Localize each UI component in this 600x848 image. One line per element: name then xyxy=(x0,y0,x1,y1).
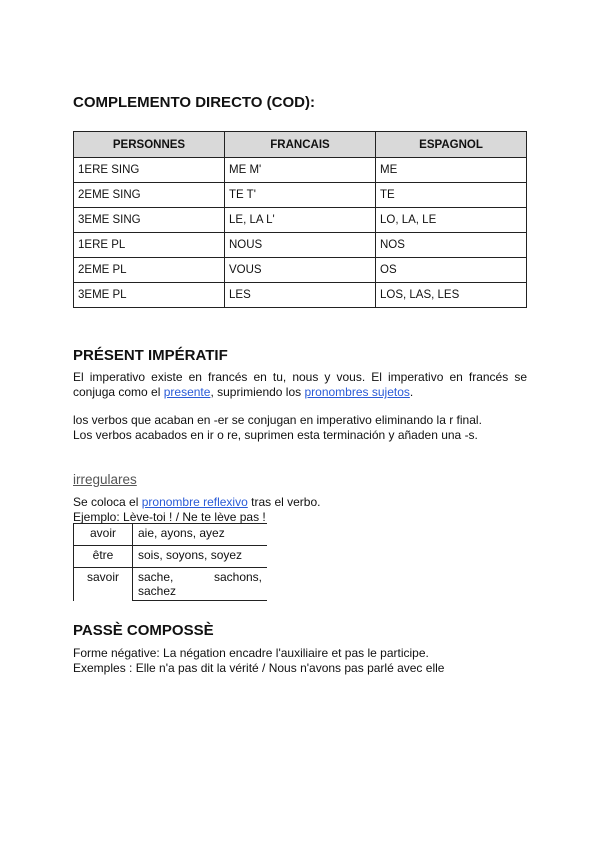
header-personnes: PERSONNES xyxy=(74,132,225,158)
rule-line-2: Los verbos acabados en ir o re, suprimen esta terminación y añaden una -s. xyxy=(73,428,478,442)
table-row xyxy=(74,233,527,258)
irregular-verbs-table xyxy=(73,523,267,601)
table-row xyxy=(74,158,527,183)
forms-cell xyxy=(133,568,268,601)
irregulares-heading: irregulares xyxy=(73,472,137,487)
verb-cell: être xyxy=(74,546,133,568)
imperatif-rules-paragraph xyxy=(73,413,527,443)
imperatif-intro-paragraph xyxy=(73,370,527,400)
table-row xyxy=(74,208,527,233)
cell-espagnol: NOS xyxy=(376,233,527,258)
reflexivo-text-a: Se coloca el xyxy=(73,495,142,509)
cell-personne: 2EME PL xyxy=(74,258,225,283)
cell-personne: 2EME SING xyxy=(74,183,225,208)
form-sachons: sachons, xyxy=(213,570,262,584)
pc-line-1: Forme négative: La négation encadre l'auxiliaire et pas le participe. xyxy=(73,646,429,660)
cell-francais: NOUS xyxy=(225,233,376,258)
table-row xyxy=(74,183,527,208)
cell-espagnol: ME xyxy=(376,158,527,183)
header-espagnol: ESPAGNOL xyxy=(376,132,527,158)
cod-table-header-row xyxy=(74,132,527,158)
cell-espagnol: LO, LA, LE xyxy=(376,208,527,233)
forms-cell: sois, soyons, soyez xyxy=(133,546,268,568)
cell-personne: 3EME SING xyxy=(74,208,225,233)
intro-text-c: . xyxy=(409,385,414,399)
form-sachez: sachez xyxy=(138,584,177,598)
header-francais: FRANCAIS xyxy=(225,132,376,158)
reflexivo-text-b: tras el verbo. xyxy=(247,495,321,509)
cell-espagnol: TE xyxy=(376,183,527,208)
cell-francais: TE T' xyxy=(225,183,376,208)
pronombre-reflexivo-link[interactable]: pronombre reflexivo xyxy=(141,495,248,509)
table-row xyxy=(74,283,527,308)
cell-personne: 1ERE PL xyxy=(74,233,225,258)
intro-text-a: El imperativo existe en francés en tu, nous y vous. El imperativo en francés se conjuga como el xyxy=(73,370,527,399)
table-row xyxy=(74,568,268,601)
example-line: Ejemplo: Lève-toi ! / Ne te lève pas ! xyxy=(73,510,266,524)
cell-francais: LES xyxy=(225,283,376,308)
intro-text-b: , suprimiendo los xyxy=(210,385,305,399)
verb-cell: avoir xyxy=(74,524,133,546)
cell-personne: 3EME PL xyxy=(74,283,225,308)
passe-compose-heading: PASSÈ COMPOSSÈ xyxy=(73,622,214,639)
pronombres-sujetos-link[interactable]: pronombres sujetos xyxy=(304,385,410,399)
reflexivo-paragraph xyxy=(73,495,527,525)
imperatif-heading: PRÉSENT IMPÉRATIF xyxy=(73,347,228,364)
form-sache: sache, xyxy=(138,570,174,584)
cell-espagnol: LOS, LAS, LES xyxy=(376,283,527,308)
forms-line xyxy=(138,570,262,584)
pc-line-2: Exemples : Elle n'a pas dit la vérité / Nous n'avons pas parlé avec elle xyxy=(73,661,445,675)
cell-espagnol: OS xyxy=(376,258,527,283)
verb-cell: savoir xyxy=(74,568,133,601)
passe-compose-paragraph xyxy=(73,646,527,676)
cod-table xyxy=(73,131,527,308)
rule-line-1: los verbos que acaban en -er se conjugan en imperativo eliminando la r final. xyxy=(73,413,482,427)
presente-link[interactable]: presente xyxy=(163,385,211,399)
cell-francais: LE, LA L' xyxy=(225,208,376,233)
cell-personne: 1ERE SING xyxy=(74,158,225,183)
table-row xyxy=(74,524,268,546)
forms-cell: aie, ayons, ayez xyxy=(133,524,268,546)
table-row xyxy=(74,546,268,568)
cell-francais: VOUS xyxy=(225,258,376,283)
cod-heading: COMPLEMENTO DIRECTO (COD): xyxy=(73,94,315,111)
cell-francais: ME M' xyxy=(225,158,376,183)
table-row xyxy=(74,258,527,283)
